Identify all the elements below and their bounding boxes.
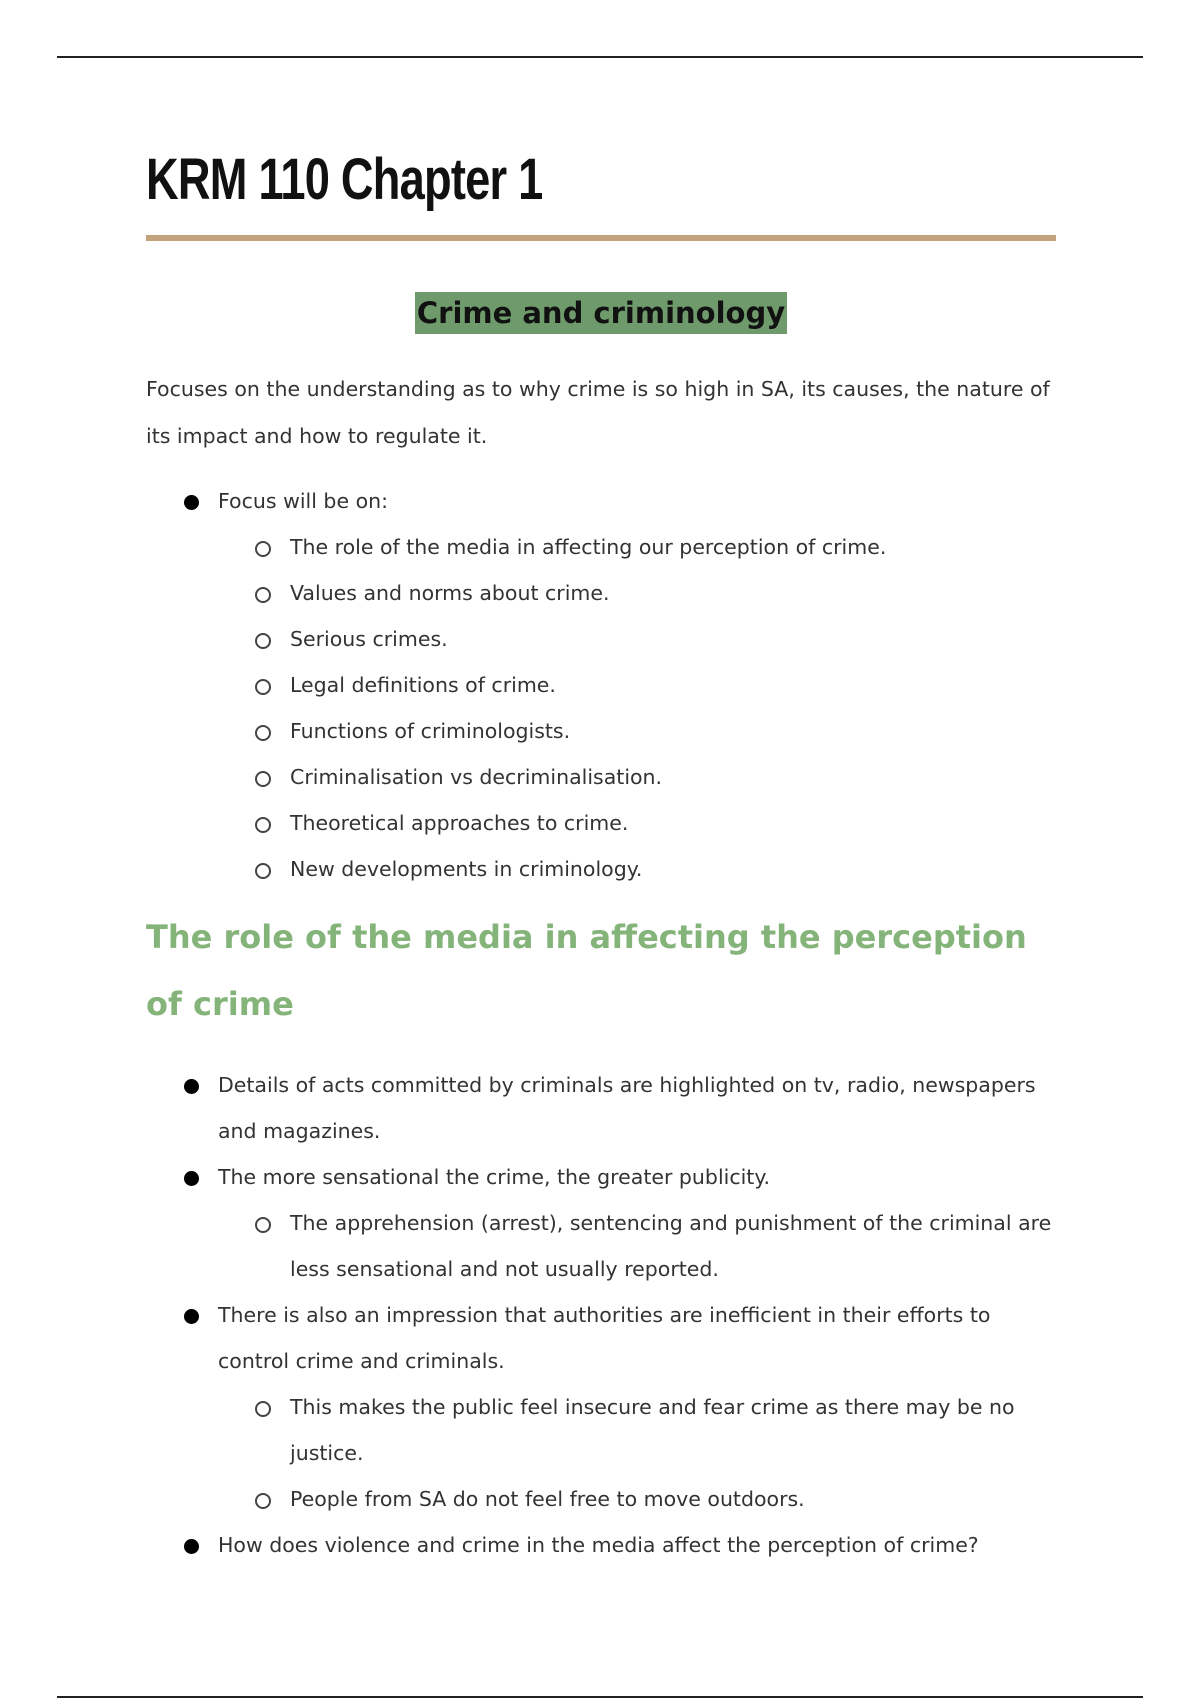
intro-paragraph: Focuses on the understanding as to why crime is so high in SA, its causes, the nature of its impact and how to regulate it.: [146, 377, 1050, 448]
list-item-text: Values and norms about crime.: [290, 581, 610, 605]
sublist: [218, 1384, 1056, 1522]
list-item: [218, 1200, 1056, 1292]
hollow-circle-bullet-icon: [255, 1217, 271, 1233]
section-heading: The role of the media in affecting the perception of crime: [146, 918, 1027, 1023]
list-item-text: This makes the public feel insecure and fear crime as there may be no justice.: [290, 1395, 1015, 1465]
hollow-circle-bullet-icon: [255, 725, 271, 741]
list-item-text: The role of the media in affecting our perception of crime.: [290, 535, 887, 559]
hollow-circle-bullet-icon: [255, 1401, 271, 1417]
list-item: [146, 1062, 1056, 1154]
list-item: [146, 1292, 1056, 1522]
list-item: [218, 616, 1056, 662]
list-item-text: New developments in criminology.: [290, 857, 643, 881]
focus-list-label: Focus will be on:: [218, 489, 389, 513]
filled-circle-bullet-icon: [184, 1309, 199, 1324]
hollow-circle-bullet-icon: [255, 633, 271, 649]
list-item-text: The more sensational the crime, the greater publicity.: [218, 1165, 771, 1189]
list-item-text: Criminalisation vs decriminalisation.: [290, 765, 663, 789]
hollow-circle-bullet-icon: [255, 541, 271, 557]
list-item-text: Theoretical approaches to crime.: [290, 811, 629, 835]
hollow-circle-bullet-icon: [255, 587, 271, 603]
list-item: [218, 1476, 1056, 1522]
list-item: [218, 524, 1056, 570]
list-item-text: Details of acts committed by criminals are highlighted on tv, radio, newspapers and magazines.: [218, 1073, 1036, 1143]
hollow-circle-bullet-icon: [255, 817, 271, 833]
hollow-circle-bullet-icon: [255, 771, 271, 787]
list-item-text: Legal definitions of crime.: [290, 673, 556, 697]
sublist: [218, 1200, 1056, 1292]
focus-sublist: [218, 524, 1056, 892]
hollow-circle-bullet-icon: [255, 1493, 271, 1509]
page-bottom-rule: [57, 1696, 1143, 1698]
hollow-circle-bullet-icon: [255, 679, 271, 695]
list-item-text: How does violence and crime in the media affect the perception of crime?: [218, 1533, 979, 1557]
list-item-text: The apprehension (arrest), sentencing and punishment of the criminal are less sensational and not usually reported.: [290, 1211, 1052, 1281]
filled-circle-bullet-icon: [184, 1079, 199, 1094]
list-item: [218, 570, 1056, 616]
list-item: [218, 1384, 1056, 1476]
list-item: [146, 1154, 1056, 1292]
subtitle-container: [146, 292, 1056, 334]
filled-circle-bullet-icon: [184, 1539, 199, 1554]
list-item: [146, 478, 1056, 892]
list-item: [218, 846, 1056, 892]
list-item-text: Functions of criminologists.: [290, 719, 571, 743]
list-item: [218, 708, 1056, 754]
list-item: [218, 800, 1056, 846]
list-item-text: Serious crimes.: [290, 627, 448, 651]
page-top-rule: [57, 56, 1143, 58]
page-title: KRM 110 Chapter 1: [146, 147, 543, 212]
title-underline: [146, 235, 1056, 241]
list-item-text: There is also an impression that authorities are inefficient in their efforts to control crime and criminals.: [218, 1303, 991, 1373]
hollow-circle-bullet-icon: [255, 863, 271, 879]
media-bullet-list: [146, 1062, 1056, 1568]
list-item: [146, 1522, 1056, 1568]
list-item-text: People from SA do not feel free to move outdoors.: [290, 1487, 805, 1511]
filled-circle-bullet-icon: [184, 495, 199, 510]
list-item: [218, 754, 1056, 800]
subtitle-highlight: Crime and criminology: [415, 292, 787, 334]
focus-list: [146, 478, 1056, 892]
filled-circle-bullet-icon: [184, 1171, 199, 1186]
list-item: [218, 662, 1056, 708]
